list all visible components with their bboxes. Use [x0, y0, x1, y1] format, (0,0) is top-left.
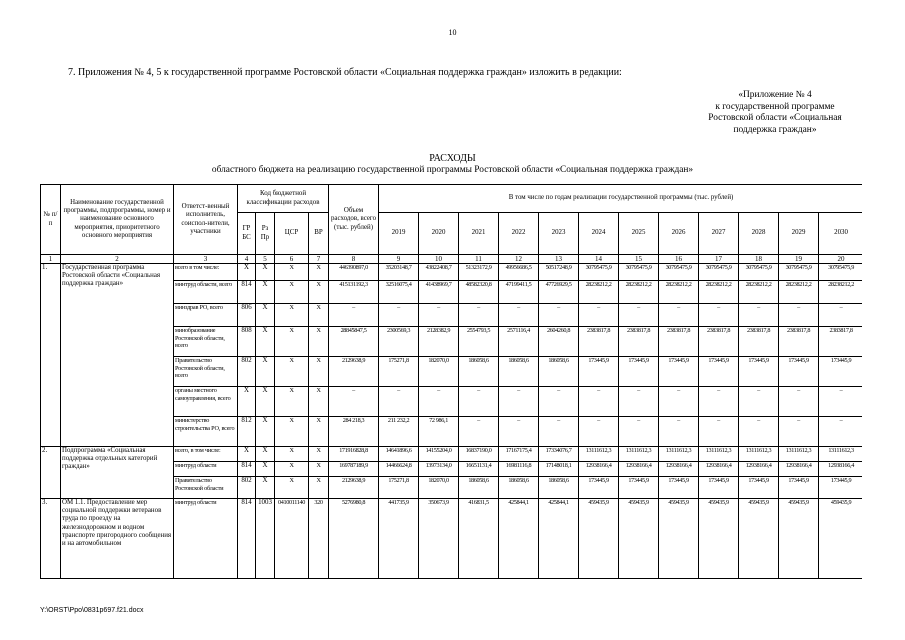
year-value-cell: – — [779, 417, 819, 447]
budget-code-cell: X — [256, 281, 275, 304]
total-cell: 415131192,3 — [329, 281, 379, 304]
year-value-cell: 182070,0 — [419, 477, 459, 499]
year-value-cell: 416831,5 — [459, 499, 499, 579]
table-row — [41, 499, 863, 579]
header-csr: ЦСР — [275, 213, 309, 255]
year-value-cell: – — [539, 417, 579, 447]
document-title: РАСХОДЫ — [429, 153, 476, 164]
row-number: 2. — [41, 447, 61, 499]
executor-cell: минобразование Ростовской области, всего — [174, 327, 238, 357]
column-number: 1 — [41, 255, 61, 264]
executor-cell: минздрав РО, всего — [174, 304, 238, 327]
year-value-cell: 32516075,4 — [379, 281, 419, 304]
year-value-cell: 17148018,1 — [539, 462, 579, 477]
year-value-cell: 41438969,7 — [419, 281, 459, 304]
year-value-cell: 14155204,0 — [419, 447, 459, 462]
budget-code-cell: X — [256, 447, 275, 462]
budget-code-cell: 814 — [238, 462, 256, 477]
year-value-cell: – — [499, 387, 539, 417]
year-value-cell: – — [379, 387, 419, 417]
year-value-cell: 459435,9 — [739, 499, 779, 579]
budget-code-cell: X — [309, 417, 329, 447]
header-rzpr: Рз Пр — [256, 213, 275, 255]
budget-code-cell: X — [275, 327, 309, 357]
year-value-cell: – — [459, 387, 499, 417]
total-cell: 5276980,8 — [329, 499, 379, 579]
year-value-cell: 28238212,2 — [699, 281, 739, 304]
year-value-cell: – — [419, 304, 459, 327]
budget-code-cell: X — [256, 327, 275, 357]
year-value-cell: 17334076,7 — [539, 447, 579, 462]
year-value-cell: 2128382,9 — [419, 327, 459, 357]
year-value-cell: 459435,9 — [819, 499, 862, 579]
year-value-cell: 13973134,0 — [419, 462, 459, 477]
year-value-cell: 2383817,8 — [739, 327, 779, 357]
budget-code-cell: 1003 — [256, 499, 275, 579]
year-value-cell: 173445,9 — [739, 357, 779, 387]
year-value-cell: 13111612,3 — [699, 447, 739, 462]
year-value-cell: 43822408,7 — [419, 264, 459, 281]
year-value-cell: 173445,9 — [579, 477, 619, 499]
year-value-cell: 13111612,3 — [739, 447, 779, 462]
appendix-line: поддержка граждан» — [733, 124, 817, 135]
budget-code-cell: X — [309, 357, 329, 387]
year-value-cell: 28238212,2 — [819, 281, 862, 304]
year-value-cell: 28238212,2 — [779, 281, 819, 304]
year-value-cell: 186058,6 — [539, 357, 579, 387]
column-number: 15 — [619, 255, 659, 264]
executor-cell: органы местного самоуправления, всего — [174, 387, 238, 417]
year-value-cell: 173445,9 — [619, 357, 659, 387]
budget-code-cell: X — [238, 264, 256, 281]
budget-code-cell: 806 — [238, 304, 256, 327]
budget-code-cell: X — [275, 304, 309, 327]
intro-paragraph: 7. Приложения № 4, 5 к государственной программе Ростовской области «Социальная поддержка граждан» изложить в редакции: — [68, 67, 622, 78]
header-by-years: В том числе по годам реализации государственной программы (тыс. рублей) — [379, 185, 862, 213]
executor-cell: минтруд области, всего — [174, 281, 238, 304]
header-year: 2023 — [539, 213, 579, 255]
year-value-cell: 175271,8 — [379, 357, 419, 387]
executor-cell: всего в том числе: — [174, 264, 238, 281]
year-value-cell: 211 232,2 — [379, 417, 419, 447]
budget-code-cell: X — [309, 462, 329, 477]
year-value-cell: – — [419, 387, 459, 417]
year-value-cell: – — [739, 304, 779, 327]
year-value-cell: – — [459, 417, 499, 447]
budget-code-cell: 812 — [238, 417, 256, 447]
year-value-cell: 35203148,7 — [379, 264, 419, 281]
year-value-cell: 30795475,9 — [819, 264, 862, 281]
year-value-cell: 186058,6 — [499, 477, 539, 499]
year-value-cell: 13111612,3 — [659, 447, 699, 462]
year-value-cell: 12938166,4 — [699, 462, 739, 477]
header-year: 2026 — [659, 213, 699, 255]
header-year: 2030 — [819, 213, 862, 255]
budget-code-cell: 0410011140 — [275, 499, 309, 579]
year-value-cell: 12938166,4 — [779, 462, 819, 477]
year-value-cell: – — [619, 417, 659, 447]
page-number: 10 — [448, 28, 457, 37]
year-value-cell: 16837190,0 — [459, 447, 499, 462]
year-value-cell: 173445,9 — [739, 477, 779, 499]
year-value-cell: – — [499, 417, 539, 447]
year-value-cell: – — [699, 417, 739, 447]
budget-code-cell: 814 — [238, 499, 256, 579]
year-value-cell: 425844,1 — [499, 499, 539, 579]
year-value-cell: 173445,9 — [819, 357, 862, 387]
budget-code-cell: 808 — [238, 327, 256, 357]
year-value-cell: – — [819, 304, 862, 327]
year-value-cell: 425844,1 — [539, 499, 579, 579]
year-value-cell: 51323172,9 — [459, 264, 499, 281]
year-value-cell: 30795475,9 — [739, 264, 779, 281]
year-value-cell: 13111612,3 — [819, 447, 862, 462]
year-value-cell: 2300569,3 — [379, 327, 419, 357]
year-value-cell: 173445,9 — [779, 357, 819, 387]
total-cell: 169787189,9 — [329, 462, 379, 477]
year-value-cell: 186058,6 — [539, 477, 579, 499]
year-value-cell: 28238212,2 — [659, 281, 699, 304]
budget-code-cell: X — [275, 462, 309, 477]
header-year: 2025 — [619, 213, 659, 255]
appendix-line: к государственной программе — [715, 101, 835, 112]
appendix-reference — [690, 90, 860, 136]
column-number: 14 — [579, 255, 619, 264]
year-value-cell: 459435,9 — [619, 499, 659, 579]
column-number: 4 — [238, 255, 256, 264]
year-value-cell: 459435,9 — [779, 499, 819, 579]
executor-cell: министерство строительства РО, всего — [174, 417, 238, 447]
year-value-cell: 13111612,3 — [779, 447, 819, 462]
year-value-cell: 175271,8 — [379, 477, 419, 499]
year-value-cell: 2383817,8 — [619, 327, 659, 357]
budget-code-cell: X — [256, 264, 275, 281]
year-value-cell: 49956686,5 — [499, 264, 539, 281]
column-number: 20 — [819, 255, 862, 264]
year-value-cell: 30795475,9 — [699, 264, 739, 281]
executor-cell: всего, в том числе: — [174, 447, 238, 462]
year-value-cell: – — [659, 304, 699, 327]
year-value-cell: 350673,9 — [419, 499, 459, 579]
column-number: 3 — [174, 255, 238, 264]
column-number: 10 — [419, 255, 459, 264]
column-number: 7 — [309, 255, 329, 264]
year-value-cell: – — [699, 387, 739, 417]
total-cell: – — [329, 387, 379, 417]
year-value-cell: 173445,9 — [659, 477, 699, 499]
year-value-cell: – — [619, 387, 659, 417]
year-value-cell: 47726929,5 — [539, 281, 579, 304]
year-value-cell: 16981116,8 — [499, 462, 539, 477]
year-value-cell: – — [459, 304, 499, 327]
year-value-cell: – — [619, 304, 659, 327]
header-vr: ВР — [309, 213, 329, 255]
budget-code-cell: X — [256, 387, 275, 417]
total-cell: 284 218,3 — [329, 417, 379, 447]
header-volume: Объем расходов, всего (тыс. рублей) — [329, 185, 379, 255]
table-row — [41, 447, 863, 462]
year-value-cell: 2604260,8 — [539, 327, 579, 357]
year-value-cell: – — [819, 387, 862, 417]
year-value-cell: 2383817,8 — [699, 327, 739, 357]
expenses-table — [40, 184, 862, 579]
year-value-cell: 2383817,8 — [819, 327, 862, 357]
year-value-cell: 2383817,8 — [579, 327, 619, 357]
budget-code-cell: X — [309, 447, 329, 462]
column-numbers-row — [41, 255, 863, 264]
header-year: 2022 — [499, 213, 539, 255]
year-value-cell: 459435,9 — [659, 499, 699, 579]
year-value-cell: – — [579, 304, 619, 327]
header-num: № п/п — [41, 185, 61, 255]
year-value-cell: 2571116,4 — [499, 327, 539, 357]
header-name: Наименование государственной программы, подпрограммы, номер и наименование основного мероприятия, приоритетного основного мероприятия — [61, 185, 174, 255]
year-value-cell: 186058,6 — [499, 357, 539, 387]
column-number: 6 — [275, 255, 309, 264]
year-value-cell: 12938166,4 — [579, 462, 619, 477]
year-value-cell: – — [659, 387, 699, 417]
year-value-cell: 182070,0 — [419, 357, 459, 387]
year-value-cell: 12938166,4 — [659, 462, 699, 477]
year-value-cell: 12938166,4 — [619, 462, 659, 477]
budget-code-cell: X — [275, 477, 309, 499]
column-number: 9 — [379, 255, 419, 264]
year-value-cell: 173445,9 — [699, 477, 739, 499]
budget-code-cell: X — [275, 447, 309, 462]
budget-code-cell: 802 — [238, 357, 256, 387]
year-value-cell: 459435,9 — [699, 499, 739, 579]
year-value-cell: 50517248,9 — [539, 264, 579, 281]
column-number: 8 — [329, 255, 379, 264]
year-value-cell: – — [699, 304, 739, 327]
year-value-cell: – — [579, 387, 619, 417]
year-value-cell: 12938166,4 — [739, 462, 779, 477]
budget-code-cell: X — [256, 357, 275, 387]
year-value-cell: 13111612,3 — [579, 447, 619, 462]
header-grbs: ГР БС — [238, 213, 256, 255]
budget-code-cell: X — [256, 304, 275, 327]
budget-code-cell: 814 — [238, 281, 256, 304]
row-name: ОМ 1.1. Предоставление мер социальной поддержки ветеранов труда по проезду на железнодорожном и водном транспорте пригородного сообщения и на автомобильном — [61, 499, 174, 579]
budget-code-cell: X — [256, 417, 275, 447]
column-number: 13 — [539, 255, 579, 264]
year-value-cell: 186058,6 — [459, 357, 499, 387]
year-value-cell: 72 986,1 — [419, 417, 459, 447]
column-number: 17 — [699, 255, 739, 264]
appendix-line: Ростовской области «Социальная — [708, 113, 842, 123]
year-value-cell: – — [539, 304, 579, 327]
budget-code-cell: X — [238, 387, 256, 417]
column-number: 12 — [499, 255, 539, 264]
column-number: 5 — [256, 255, 275, 264]
year-value-cell: 13111612,3 — [619, 447, 659, 462]
budget-code-cell: X — [275, 264, 309, 281]
year-value-cell: 28238212,2 — [579, 281, 619, 304]
year-value-cell: 30795475,9 — [579, 264, 619, 281]
year-value-cell: 2383817,8 — [659, 327, 699, 357]
budget-code-cell: X — [309, 387, 329, 417]
row-name: Подпрограмма «Социальная поддержка отдельных категорий граждан» — [61, 447, 174, 499]
footer-file-path: Y:\ORST\Ppo\0831p697.f21.docx — [40, 607, 144, 614]
year-value-cell: 173445,9 — [619, 477, 659, 499]
budget-code-cell: X — [256, 477, 275, 499]
year-value-cell: 28238212,2 — [619, 281, 659, 304]
budget-code-cell: X — [275, 357, 309, 387]
budget-code-cell: 320 — [309, 499, 329, 579]
year-value-cell: 173445,9 — [699, 357, 739, 387]
column-number: 11 — [459, 255, 499, 264]
year-value-cell: 459435,9 — [579, 499, 619, 579]
year-value-cell: 48582320,8 — [459, 281, 499, 304]
year-value-cell: 30795475,9 — [779, 264, 819, 281]
year-value-cell: – — [539, 387, 579, 417]
year-value-cell: – — [739, 387, 779, 417]
year-value-cell: 17167175,4 — [499, 447, 539, 462]
year-value-cell: – — [779, 304, 819, 327]
budget-code-cell: X — [256, 462, 275, 477]
total-cell: 28845847,5 — [329, 327, 379, 357]
year-value-cell: – — [659, 417, 699, 447]
year-value-cell: 173445,9 — [659, 357, 699, 387]
column-number: 18 — [739, 255, 779, 264]
budget-code-cell: X — [309, 304, 329, 327]
header-year: 2019 — [379, 213, 419, 255]
table-row — [41, 264, 863, 281]
executor-cell: минтруд области — [174, 462, 238, 477]
year-value-cell: 2383817,8 — [779, 327, 819, 357]
column-number: 19 — [779, 255, 819, 264]
header-year: 2020 — [419, 213, 459, 255]
year-value-cell: – — [499, 304, 539, 327]
year-value-cell: 30795475,9 — [659, 264, 699, 281]
header-year: 2027 — [699, 213, 739, 255]
year-value-cell: – — [819, 417, 862, 447]
year-value-cell: 173445,9 — [779, 477, 819, 499]
year-value-cell: 12938166,4 — [819, 462, 862, 477]
row-name: Государственная программа Ростовской области «Социальная поддержка граждан» — [61, 264, 174, 447]
executor-cell: минтруд области — [174, 499, 238, 579]
year-value-cell: 173445,9 — [579, 357, 619, 387]
budget-code-cell: X — [309, 327, 329, 357]
year-value-cell: 2554793,5 — [459, 327, 499, 357]
year-value-cell: – — [739, 417, 779, 447]
column-number: 16 — [659, 255, 699, 264]
year-value-cell: 28238212,2 — [739, 281, 779, 304]
budget-code-cell: X — [309, 477, 329, 499]
budget-code-cell: X — [275, 281, 309, 304]
total-cell: 171916828,8 — [329, 447, 379, 462]
total-cell: 2129638,9 — [329, 357, 379, 387]
year-value-cell: 186058,6 — [459, 477, 499, 499]
year-value-cell: 16651131,4 — [459, 462, 499, 477]
budget-code-cell: X — [309, 281, 329, 304]
year-value-cell: 14466624,8 — [379, 462, 419, 477]
budget-code-cell: X — [275, 417, 309, 447]
executor-cell: Правительство Ростовской области, всего — [174, 357, 238, 387]
total-cell: 446390897,0 — [329, 264, 379, 281]
budget-code-cell: X — [275, 387, 309, 417]
budget-code-cell: 802 — [238, 477, 256, 499]
row-number: 1. — [41, 264, 61, 447]
column-number: 2 — [61, 255, 174, 264]
header-year: 2024 — [579, 213, 619, 255]
year-value-cell: 14641896,6 — [379, 447, 419, 462]
year-value-cell: – — [779, 387, 819, 417]
header-year: 2028 — [739, 213, 779, 255]
year-value-cell: 47199411,5 — [499, 281, 539, 304]
year-value-cell: – — [379, 304, 419, 327]
header-year: 2021 — [459, 213, 499, 255]
year-value-cell: 30795475,9 — [619, 264, 659, 281]
expenses-table-container — [40, 184, 862, 609]
year-value-cell: 173445,9 — [819, 477, 862, 499]
header-executor: Ответст-венный исполнитель, соиспол-нители, участники — [174, 185, 238, 255]
appendix-line: «Приложение № 4 — [738, 90, 812, 100]
year-value-cell: 441735,9 — [379, 499, 419, 579]
total-cell: – — [329, 304, 379, 327]
executor-cell: Правительство Ростовской области — [174, 477, 238, 499]
header-budget-code: Код бюджетной классификации расходов — [238, 185, 329, 213]
total-cell: 2129638,9 — [329, 477, 379, 499]
budget-code-cell: X — [309, 264, 329, 281]
year-value-cell: – — [579, 417, 619, 447]
row-number: 3. — [41, 499, 61, 579]
header-year: 2029 — [779, 213, 819, 255]
document-subtitle: областного бюджета на реализацию государственной программы Ростовской области «Социальная поддержка граждан» — [211, 165, 694, 175]
budget-code-cell: X — [238, 447, 256, 462]
